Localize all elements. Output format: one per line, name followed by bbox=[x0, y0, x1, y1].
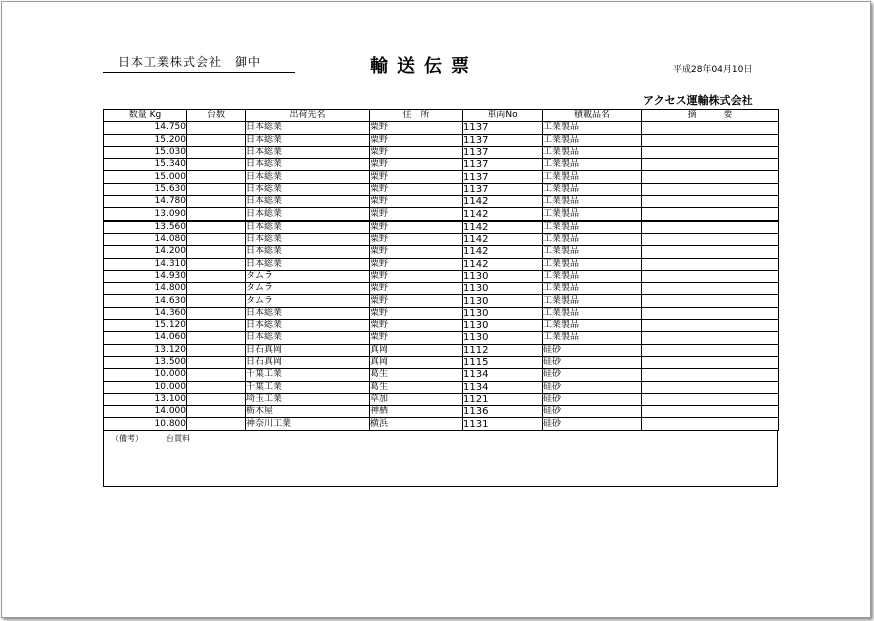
cell-vehicle: 1134 bbox=[463, 369, 543, 381]
cell-remarks bbox=[642, 122, 779, 134]
table-row bbox=[104, 134, 779, 146]
cell-vehicle: 1137 bbox=[463, 159, 543, 171]
cell-vehicle: 1130 bbox=[463, 320, 543, 332]
cell-cargo: 工業製品 bbox=[543, 246, 642, 258]
cell-destination: タムラ bbox=[246, 270, 370, 282]
cell-cargo: 工業製品 bbox=[543, 134, 642, 146]
cell-cargo: 工業製品 bbox=[543, 258, 642, 270]
table-row bbox=[104, 258, 779, 270]
table-row bbox=[104, 393, 779, 405]
cell-destination: 埼玉工業 bbox=[246, 393, 370, 405]
cell-quantity: 15.630 bbox=[104, 183, 187, 195]
cell-address: 神栖 bbox=[370, 406, 463, 418]
cell-vehicle: 1137 bbox=[463, 122, 543, 134]
remarks-box bbox=[103, 431, 778, 487]
cell-vehicle: 1142 bbox=[463, 233, 543, 245]
cell-cargo: 工業製品 bbox=[543, 307, 642, 319]
cell-quantity: 14.310 bbox=[104, 258, 187, 270]
cell-count bbox=[187, 307, 246, 319]
cell-address: 粟野 bbox=[370, 246, 463, 258]
cell-cargo: 工業製品 bbox=[543, 221, 642, 234]
cell-vehicle: 1130 bbox=[463, 332, 543, 344]
cell-remarks bbox=[642, 344, 779, 356]
cell-address: 粟野 bbox=[370, 183, 463, 195]
cell-quantity: 13.120 bbox=[104, 344, 187, 356]
col-header-count: 台数 bbox=[187, 110, 246, 122]
cell-quantity: 15.120 bbox=[104, 320, 187, 332]
cell-destination: タムラ bbox=[246, 295, 370, 307]
cell-remarks bbox=[642, 393, 779, 405]
cell-remarks bbox=[642, 307, 779, 319]
cell-quantity: 14.080 bbox=[104, 233, 187, 245]
table-header-row bbox=[104, 110, 779, 122]
cell-address: 粟野 bbox=[370, 233, 463, 245]
cell-remarks bbox=[642, 134, 779, 146]
cell-remarks bbox=[642, 233, 779, 245]
cell-address: 粟野 bbox=[370, 307, 463, 319]
cell-cargo: 硅砂 bbox=[543, 406, 642, 418]
table-row bbox=[104, 122, 779, 134]
cell-destination: 千葉工業 bbox=[246, 381, 370, 393]
table-row bbox=[104, 171, 779, 183]
cell-destination: 日本総業 bbox=[246, 320, 370, 332]
cell-destination: タムラ bbox=[246, 283, 370, 295]
col-header-vehicle: 車両No bbox=[463, 110, 543, 122]
cell-vehicle: 1137 bbox=[463, 146, 543, 158]
table-row bbox=[104, 332, 779, 344]
cell-destination: 日本総業 bbox=[246, 122, 370, 134]
cell-count bbox=[187, 122, 246, 134]
cell-count bbox=[187, 183, 246, 195]
cell-quantity: 10.000 bbox=[104, 369, 187, 381]
cell-address: 粟野 bbox=[370, 258, 463, 270]
cell-count bbox=[187, 258, 246, 270]
cell-vehicle: 1142 bbox=[463, 196, 543, 208]
cell-count bbox=[187, 356, 246, 368]
cell-vehicle: 1142 bbox=[463, 246, 543, 258]
col-header-cargo: 積載品名 bbox=[543, 110, 642, 122]
cell-count bbox=[187, 393, 246, 405]
cell-count bbox=[187, 146, 246, 158]
cell-destination: 千葉工業 bbox=[246, 369, 370, 381]
cell-count bbox=[187, 332, 246, 344]
cell-cargo: 工業製品 bbox=[543, 183, 642, 195]
cell-vehicle: 1130 bbox=[463, 307, 543, 319]
cell-destination: 栃木屋 bbox=[246, 406, 370, 418]
cell-cargo: 工業製品 bbox=[543, 159, 642, 171]
cell-count bbox=[187, 221, 246, 234]
cell-cargo: 硅砂 bbox=[543, 369, 642, 381]
cell-quantity: 15.340 bbox=[104, 159, 187, 171]
cell-count bbox=[187, 196, 246, 208]
cell-count bbox=[187, 208, 246, 221]
cell-remarks bbox=[642, 356, 779, 368]
cell-address: 粟野 bbox=[370, 122, 463, 134]
cell-address: 真岡 bbox=[370, 356, 463, 368]
table-row bbox=[104, 356, 779, 368]
cell-address: 粟野 bbox=[370, 196, 463, 208]
cell-destination: 日石真岡 bbox=[246, 344, 370, 356]
cell-cargo: 工業製品 bbox=[543, 283, 642, 295]
cell-remarks bbox=[642, 146, 779, 158]
cell-address: 粟野 bbox=[370, 208, 463, 221]
cell-count bbox=[187, 283, 246, 295]
cell-address: 粟野 bbox=[370, 159, 463, 171]
cell-count bbox=[187, 320, 246, 332]
cell-count bbox=[187, 295, 246, 307]
table-row bbox=[104, 295, 779, 307]
col-header-address: 住 所 bbox=[370, 110, 463, 122]
cell-destination: 日本総業 bbox=[246, 246, 370, 258]
cell-cargo: 工業製品 bbox=[543, 122, 642, 134]
cell-count bbox=[187, 406, 246, 418]
table-row bbox=[104, 233, 779, 245]
cell-destination: 日本総業 bbox=[246, 208, 370, 221]
cell-destination: 日本総業 bbox=[246, 159, 370, 171]
table-row bbox=[104, 159, 779, 171]
cell-vehicle: 1131 bbox=[463, 418, 543, 430]
cell-destination: 日本総業 bbox=[246, 233, 370, 245]
cell-quantity: 14.780 bbox=[104, 196, 187, 208]
carrier-company: アクセス運輸株式会社 bbox=[643, 94, 753, 107]
issue-date: 平成28年04月10日 bbox=[673, 65, 753, 75]
cell-destination: 日石真岡 bbox=[246, 356, 370, 368]
cell-cargo: 工業製品 bbox=[543, 146, 642, 158]
cell-quantity: 13.560 bbox=[104, 221, 187, 234]
table-row bbox=[104, 183, 779, 195]
table-row bbox=[104, 344, 779, 356]
cell-address: 粟野 bbox=[370, 295, 463, 307]
cell-count bbox=[187, 171, 246, 183]
cell-quantity: 13.090 bbox=[104, 208, 187, 221]
cell-vehicle: 1136 bbox=[463, 406, 543, 418]
cell-count bbox=[187, 159, 246, 171]
cell-address: 粟野 bbox=[370, 134, 463, 146]
cell-cargo: 硅砂 bbox=[543, 418, 642, 430]
cell-remarks bbox=[642, 183, 779, 195]
cell-count bbox=[187, 381, 246, 393]
cell-remarks bbox=[642, 221, 779, 234]
addressee: 日本工業株式会社 御中 bbox=[103, 53, 295, 73]
cell-vehicle: 1137 bbox=[463, 183, 543, 195]
cell-remarks bbox=[642, 196, 779, 208]
cell-remarks bbox=[642, 381, 779, 393]
cell-remarks bbox=[642, 369, 779, 381]
remarks-label: （備考） bbox=[111, 434, 143, 443]
cell-vehicle: 1115 bbox=[463, 356, 543, 368]
cell-destination: 日本総業 bbox=[246, 221, 370, 234]
cell-cargo: 硅砂 bbox=[543, 393, 642, 405]
cell-cargo: 工業製品 bbox=[543, 295, 642, 307]
cell-address: 粟野 bbox=[370, 320, 463, 332]
cell-quantity: 14.930 bbox=[104, 270, 187, 282]
cell-quantity: 14.060 bbox=[104, 332, 187, 344]
cell-destination: 日本総業 bbox=[246, 332, 370, 344]
cell-remarks bbox=[642, 171, 779, 183]
cell-vehicle: 1130 bbox=[463, 270, 543, 282]
cell-count bbox=[187, 134, 246, 146]
cell-address: 草加 bbox=[370, 393, 463, 405]
cell-remarks bbox=[642, 208, 779, 221]
table-row bbox=[104, 418, 779, 430]
cell-address: 横浜 bbox=[370, 418, 463, 430]
table-row bbox=[104, 307, 779, 319]
cell-address: 粟野 bbox=[370, 171, 463, 183]
cell-destination: 日本総業 bbox=[246, 171, 370, 183]
cell-remarks bbox=[642, 246, 779, 258]
cell-vehicle: 1137 bbox=[463, 134, 543, 146]
cell-cargo: 工業製品 bbox=[543, 233, 642, 245]
cell-cargo: 硅砂 bbox=[543, 344, 642, 356]
cell-quantity: 15.000 bbox=[104, 171, 187, 183]
cell-quantity: 13.100 bbox=[104, 393, 187, 405]
cell-count bbox=[187, 369, 246, 381]
cell-remarks bbox=[642, 295, 779, 307]
col-header-remarks: 摘 要 bbox=[642, 110, 779, 122]
table-row bbox=[104, 270, 779, 282]
cell-address: 粟野 bbox=[370, 221, 463, 234]
cell-quantity: 14.800 bbox=[104, 283, 187, 295]
table-row bbox=[104, 381, 779, 393]
cell-vehicle: 1130 bbox=[463, 295, 543, 307]
table-row bbox=[104, 221, 779, 234]
cell-remarks bbox=[642, 332, 779, 344]
cell-destination: 日本総業 bbox=[246, 146, 370, 158]
cell-address: 葛生 bbox=[370, 369, 463, 381]
cell-count bbox=[187, 270, 246, 282]
table-row bbox=[104, 369, 779, 381]
cell-address: 粟野 bbox=[370, 146, 463, 158]
cell-vehicle: 1121 bbox=[463, 393, 543, 405]
cell-address: 真岡 bbox=[370, 344, 463, 356]
cell-quantity: 10.800 bbox=[104, 418, 187, 430]
table-row bbox=[104, 320, 779, 332]
cell-vehicle: 1142 bbox=[463, 258, 543, 270]
cell-count bbox=[187, 418, 246, 430]
cell-address: 葛生 bbox=[370, 381, 463, 393]
cell-remarks bbox=[642, 406, 779, 418]
cell-remarks bbox=[642, 258, 779, 270]
cell-vehicle: 1142 bbox=[463, 208, 543, 221]
cell-remarks bbox=[642, 159, 779, 171]
cell-count bbox=[187, 344, 246, 356]
cell-remarks bbox=[642, 418, 779, 430]
cell-cargo: 工業製品 bbox=[543, 270, 642, 282]
cell-destination: 日本総業 bbox=[246, 134, 370, 146]
cell-cargo: 工業製品 bbox=[543, 196, 642, 208]
table-row bbox=[104, 283, 779, 295]
cell-address: 粟野 bbox=[370, 283, 463, 295]
cell-quantity: 15.200 bbox=[104, 134, 187, 146]
table-row bbox=[104, 146, 779, 158]
cell-quantity: 15.030 bbox=[104, 146, 187, 158]
cell-cargo: 工業製品 bbox=[543, 320, 642, 332]
cell-address: 粟野 bbox=[370, 332, 463, 344]
cell-vehicle: 1142 bbox=[463, 221, 543, 234]
cell-vehicle: 1112 bbox=[463, 344, 543, 356]
cell-cargo: 硅砂 bbox=[543, 356, 642, 368]
cell-destination: 日本総業 bbox=[246, 196, 370, 208]
cell-remarks bbox=[642, 270, 779, 282]
cell-remarks bbox=[642, 320, 779, 332]
cell-count bbox=[187, 246, 246, 258]
cell-cargo: 硅砂 bbox=[543, 381, 642, 393]
cell-vehicle: 1134 bbox=[463, 381, 543, 393]
cell-quantity: 10.000 bbox=[104, 381, 187, 393]
table-row bbox=[104, 406, 779, 418]
cell-destination: 日本総業 bbox=[246, 183, 370, 195]
cell-cargo: 工業製品 bbox=[543, 332, 642, 344]
cell-quantity: 14.000 bbox=[104, 406, 187, 418]
cell-count bbox=[187, 233, 246, 245]
cell-quantity: 14.750 bbox=[104, 122, 187, 134]
slip-title: 輸送伝票 bbox=[370, 56, 478, 77]
cell-remarks bbox=[642, 283, 779, 295]
cell-quantity: 14.630 bbox=[104, 295, 187, 307]
table-row bbox=[104, 196, 779, 208]
col-header-destination: 出荷先名 bbox=[246, 110, 370, 122]
cell-quantity: 13.500 bbox=[104, 356, 187, 368]
cell-quantity: 14.200 bbox=[104, 246, 187, 258]
remarks-note: 台貫料 bbox=[166, 434, 190, 443]
table-row bbox=[104, 246, 779, 258]
table-row bbox=[104, 208, 779, 221]
transport-table bbox=[103, 109, 779, 431]
col-header-quantity: 数量 Kg bbox=[104, 110, 187, 122]
cell-quantity: 14.360 bbox=[104, 307, 187, 319]
cell-cargo: 工業製品 bbox=[543, 171, 642, 183]
cell-vehicle: 1130 bbox=[463, 283, 543, 295]
cell-vehicle: 1137 bbox=[463, 171, 543, 183]
cell-destination: 日本総業 bbox=[246, 307, 370, 319]
cell-address: 粟野 bbox=[370, 270, 463, 282]
cell-cargo: 工業製品 bbox=[543, 208, 642, 221]
cell-destination: 神奈川工業 bbox=[246, 418, 370, 430]
cell-destination: 日本総業 bbox=[246, 258, 370, 270]
